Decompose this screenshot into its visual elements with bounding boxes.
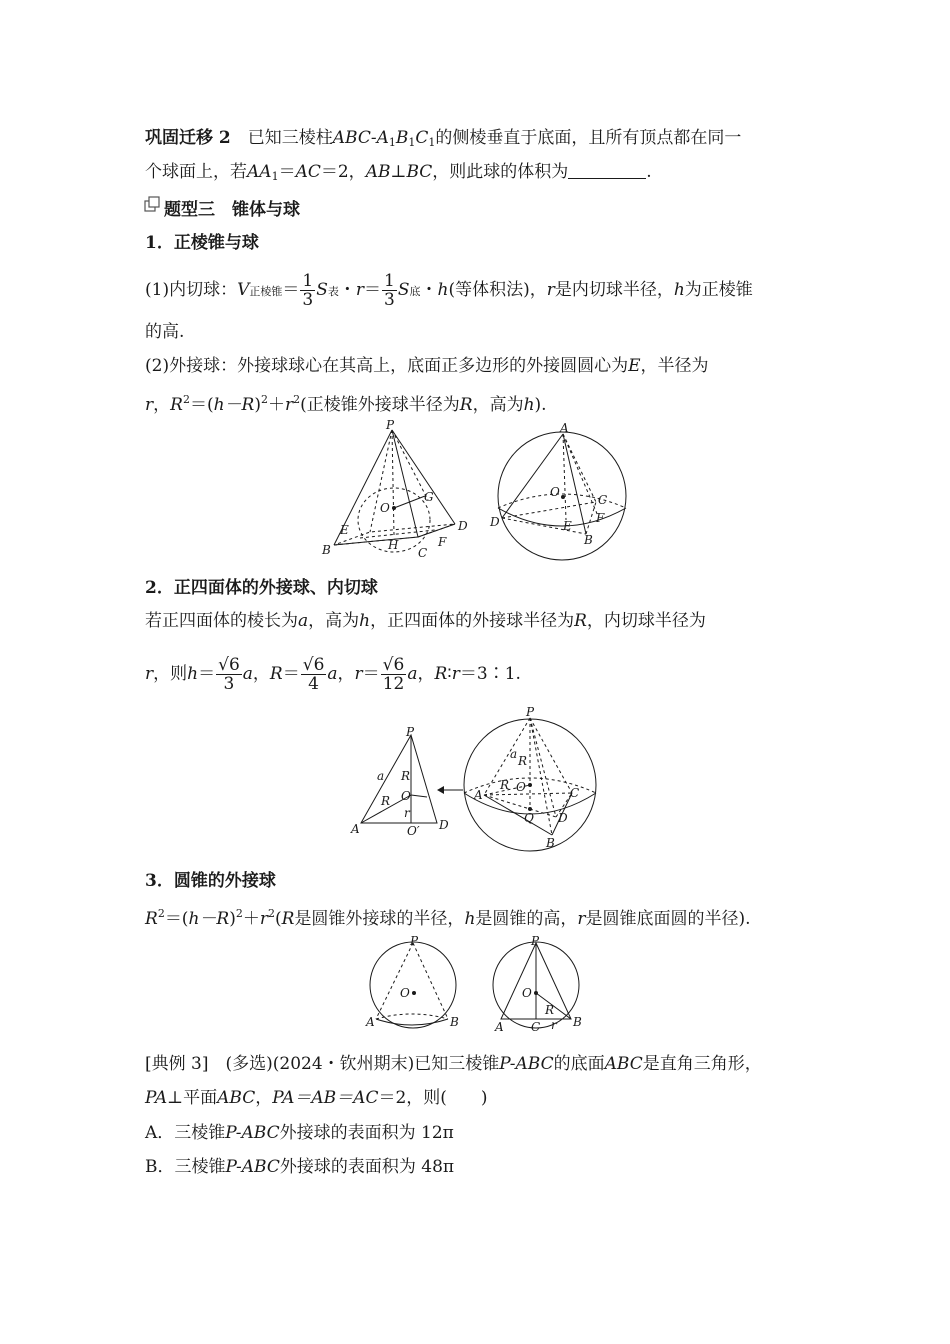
- exercise-line-1: 巩固迁移 2 已知三棱柱ABC-$A_1B_1C_1$的侧棱垂直于底面，且所有顶点都在同一: [145, 128, 742, 149]
- s1-p1-line1: (1)内切球：V正棱锥＝ $\frac{1}{3}$ S表・r＝ $\frac{1}{3}$ S底・h(等体积法)，r是内切球半径，h为正棱锥: [145, 271, 753, 310]
- answer-blank: [568, 164, 646, 179]
- tsphere-label-B: B: [546, 836, 555, 850]
- tetra-label-O: O: [401, 789, 411, 803]
- exercise-line-2: 个球面上，若$AA_1=AC=2$，AB⊥BC，则此球的体积为 .: [145, 162, 652, 183]
- fraction-h: $\frac{√6}{3}$: [218, 655, 240, 694]
- option-b[interactable]: B．三棱锥P-ABC外接球的表面积为 48π: [145, 1157, 455, 1177]
- pyramid-label-C: C: [418, 546, 428, 560]
- tetra-label-r: r: [404, 806, 410, 820]
- s2-line2: r，则h＝ $\frac{√6}{3}$ a，R＝ $\frac{√6}{4}$ a，r＝ $\frac{√6}{12}$ a，R∶r＝3∶1.: [145, 655, 521, 694]
- s2-line1: 若正四面体的棱长为a，高为h，正四面体的外接球半径为R，内切球半径为: [145, 611, 706, 631]
- tetra-triangle-figure: [345, 725, 460, 840]
- example-line-2: PA⊥平面ABC，PA＝AB＝AC＝2，则( ): [145, 1088, 488, 1108]
- example-tag: [典例 3]: [145, 1054, 209, 1074]
- tetra-label-A: A: [351, 822, 360, 836]
- pyramid-label-D: D: [458, 519, 468, 533]
- tsphere-label-A: A: [474, 788, 483, 802]
- pyramid-label-F: F: [438, 535, 447, 549]
- sphere1-label-D: D: [490, 515, 500, 529]
- sphere1-label-F: F: [596, 511, 605, 525]
- option-a[interactable]: A．三棱锥P-ABC外接球的表面积为 12π: [145, 1123, 454, 1143]
- pyramid-label-B: B: [322, 543, 331, 557]
- cone1-label-B: B: [450, 1015, 459, 1029]
- cone2-label-C: C: [531, 1020, 541, 1034]
- pyramid-label-P: P: [386, 418, 395, 432]
- fraction-one-third-2: $\frac{1}{3}$: [384, 271, 395, 310]
- tetra-label-R1: R: [401, 769, 411, 783]
- tetra-label-a: a: [377, 769, 385, 783]
- tsphere-label-C: C: [570, 786, 580, 800]
- cone2-label-B: B: [573, 1015, 582, 1029]
- s1-p2-line2: r，$R^2=(h-R)^2+r^2$(正棱锥外接球半径为R，高为h).: [145, 393, 547, 415]
- cone1-label-A: A: [366, 1015, 375, 1029]
- tsphere-label-Q: Q: [524, 811, 534, 825]
- fraction-one-third: $\frac{1}{3}$: [302, 271, 314, 310]
- tetra-label-D: D: [439, 818, 449, 832]
- tetra-label-R2: R: [381, 794, 391, 808]
- tsphere-label-R2: R: [500, 778, 510, 792]
- cone2-label-A: A: [495, 1020, 504, 1034]
- pyramid-label-H: H: [388, 538, 399, 552]
- cone-figure-2: [485, 935, 590, 1035]
- tetra-label-Oprime: O′: [407, 824, 420, 838]
- cone1-label-O: O: [400, 986, 410, 1000]
- sphere-figure-1: [490, 420, 640, 565]
- s1-p1-line2: 的高.: [145, 322, 185, 342]
- sphere1-label-E: E: [563, 519, 572, 533]
- s3-line1: $R^2=(h-R)^2+r^2(R$是圆锥外接球的半径，h是圆锥的高，r是圆锥底面圆的半径).: [145, 907, 751, 929]
- sphere1-label-A: A: [560, 421, 569, 435]
- s2-heading: 2．正四面体的外接球、内切球: [145, 578, 378, 598]
- cone-figure-1: [360, 935, 470, 1035]
- sphere1-label-B: B: [584, 533, 593, 547]
- exercise-label: 巩固迁移 2: [145, 128, 231, 148]
- cone2-label-r: r: [551, 1018, 557, 1032]
- example-line-1: [典例 3] (多选)(2024・钦州期末)已知三棱锥P-ABC的底面ABC是直角三角形，: [145, 1054, 762, 1074]
- cone2-label-R: R: [545, 1003, 555, 1017]
- fraction-R: $\frac{√6}{4}$: [302, 655, 325, 694]
- fraction-r: $\frac{√6}{12}$: [382, 655, 405, 694]
- tsphere-label-a: a: [510, 747, 518, 761]
- s1-heading: 1．正棱锥与球: [145, 233, 259, 253]
- pyramid-figure: [320, 420, 480, 560]
- tsphere-label-P: P: [526, 705, 535, 719]
- cone1-label-P: P: [410, 934, 419, 948]
- sphere1-label-O: O: [550, 485, 560, 499]
- tsphere-label-D: D: [558, 811, 568, 825]
- section-icon: [144, 196, 160, 212]
- s1-p2-line1: (2)外接球：外接球球心在其高上，底面正多边形的外接圆圆心为E，半径为: [145, 356, 709, 376]
- tetra-label-P: P: [406, 725, 415, 739]
- s3-heading: 3．圆锥的外接球: [145, 871, 276, 891]
- section-title: 题型三 锥体与球: [164, 200, 300, 220]
- cone2-label-P: P: [531, 934, 540, 948]
- sphere1-label-C: C: [598, 493, 608, 507]
- tsphere-label-O: O: [516, 780, 526, 794]
- cone2-label-O: O: [522, 986, 532, 1000]
- pyramid-label-E: E: [340, 523, 349, 537]
- tsphere-label-R1: R: [518, 754, 528, 768]
- pyramid-label-G: G: [424, 490, 434, 504]
- tetra-sphere-figure: [460, 705, 605, 855]
- pyramid-label-O: O: [380, 501, 390, 515]
